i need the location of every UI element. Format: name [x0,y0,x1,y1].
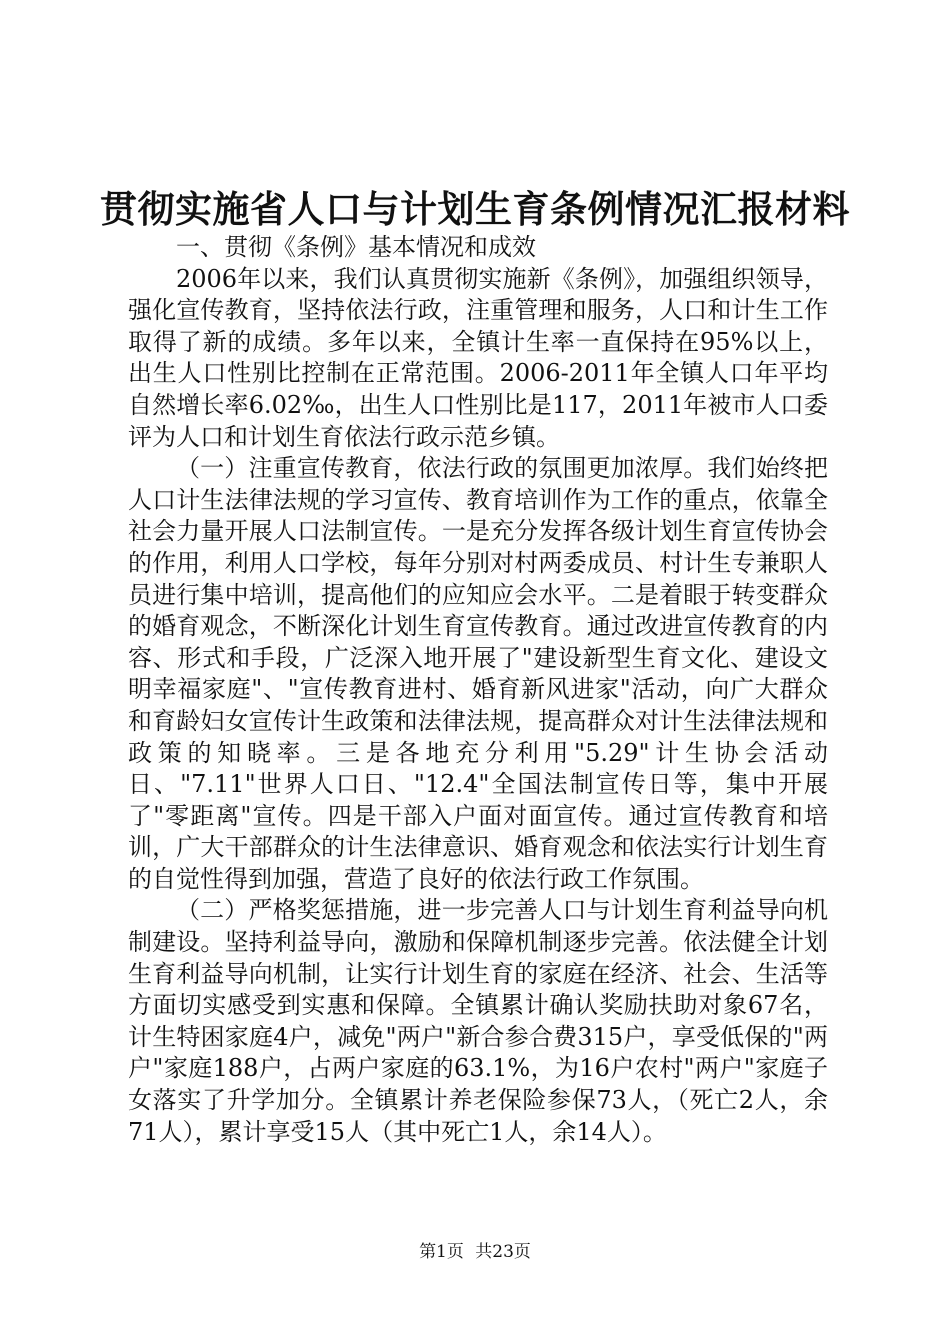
page-footer [0,1240,950,1264]
paragraph-overview: 2006年以来，我们认真贯彻实施新《条例》，加强组织领导，强化宣传教育，坚持依法行政，注重管理和服务，人口和计生工作取得了新的成绩。多年以来，全镇计生率一直保持在95%以上，出生人口性别比控制在正常范围。2006-2011年全镇人口年平均自然增长率6.02‰，出生人口性别比是117，2011年被市人口委评为人口和计划生育依法行政示范乡镇。 [128,264,828,451]
document-body [128,232,828,1148]
document-title: 贯彻实施省人口与计划生育条例情况汇报材料 [100,187,850,231]
section-heading: 一、贯彻《条例》基本情况和成效 [176,233,536,261]
page-number: 第1页 [419,1242,464,1262]
paragraph-incentives: （二）严格奖惩措施，进一步完善人口与计划生育利益导向机制建设。坚持利益导向，激励和保障机制逐步完善。依法健全计划生育利益导向机制，让实行计划生育的家庭在经济、社会、生活等方面切实感受到实惠和保障。全镇累计确认奖励扶助对象67名，计生特困家庭4户，减免"两户"新合参合费315户，享受低保的"两户"家庭188户，占两户家庭的63.1%，为16户农村"两户"家庭子女落实了升学加分。全镇累计养老保险参保73人，（死亡2人，余71人），累计享受15人（其中死亡1人，余14人）。 [128,896,828,1146]
page-total: 共23页 [475,1242,531,1262]
paragraph-publicity: （一）注重宣传教育，依法行政的氛围更加浓厚。我们始终把人口计生法律法规的学习宣传、教育培训作为工作的重点，依靠全社会力量开展人口法制宣传。一是充分发挥各级计划生育宣传协会的作用，利用人口学校，每年分别对村两委成员、村计生专兼职人员进行集中培训，提高他们的应知应会水平。二是着眼于转变群众的婚育观念，不断深化计划生育宣传教育。通过改进宣传教育的内容、形式和手段，广泛深入地开展了"建设新型生育文化、建设文明幸福家庭"、"宣传教育进村、婚育新风进家"活动，向广大群众和育龄妇女宣传计生政策和法律法规，提高群众对计生法律法规和政策的知晓率。三是各地充分利用"5.29"计生协会活动日、"7.11"世界人口日、"12.4"全国法制宣传日等，集中开展了"零距离"宣传。四是干部入户面对面宣传。通过宣传教育和培训，广大干部群众的计生法律意识、婚育观念和依法实行计划生育的自觉性得到加强，营造了良好的依法行政工作氛围。 [128,454,828,893]
